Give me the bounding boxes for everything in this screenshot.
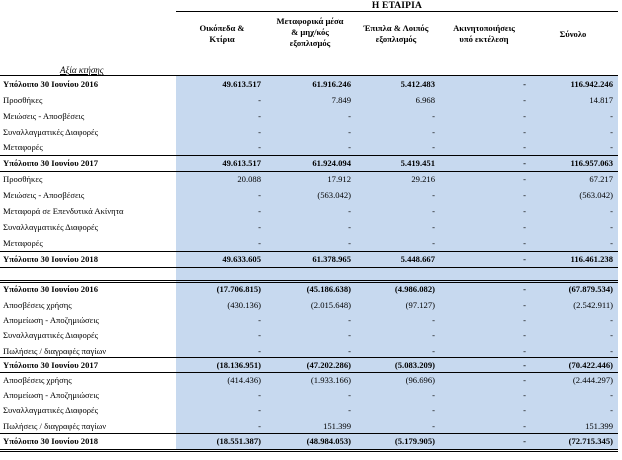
value-cell: -	[523, 375, 526, 385]
value-cell: -	[348, 405, 351, 415]
row-label: Υπόλοιπο 30 Ιουνίου 2016	[3, 79, 98, 89]
movement-row	[0, 313, 622, 328]
row-label: Συναλλαγματικές Διαφορές	[3, 222, 99, 232]
value-cell: -	[348, 222, 351, 232]
value-cell: 20.088	[237, 174, 261, 184]
column-header-line: Μεταφορικά μέσα	[276, 16, 344, 26]
column-header-line: Οικόπεδα &	[199, 23, 245, 33]
movement-row	[0, 419, 622, 434]
movement-row	[0, 188, 622, 203]
row-label: Πωλήσεις / διαγραφές παγίων	[3, 346, 107, 356]
value-cell: -	[348, 238, 351, 248]
movement-row	[0, 172, 622, 187]
row-label: Μεταφορές	[3, 142, 43, 152]
row-label: Προσθήκες	[3, 95, 43, 105]
value-cell: -	[348, 390, 351, 400]
row-label: Μειώσεις - Αποσβέσεις	[3, 111, 85, 121]
value-cell: -	[432, 330, 435, 340]
column-header-total	[530, 29, 616, 40]
value-cell: 61.378.965	[312, 254, 351, 264]
value-cell: -	[610, 315, 613, 325]
movement-row	[0, 204, 622, 219]
value-cell: -	[348, 346, 351, 356]
movement-row	[0, 403, 622, 418]
rule	[0, 267, 618, 268]
value-cell: (48.984.053)	[306, 436, 351, 446]
value-cell: -	[523, 436, 526, 446]
value-cell: 49.633.605	[222, 254, 261, 264]
column-header-line: Έπιπλα & Λοιπός	[363, 23, 429, 33]
row-label: Αποσβέσεις χρήσης	[3, 300, 72, 310]
value-cell: -	[432, 190, 435, 200]
movement-row	[0, 125, 622, 140]
value-cell: -	[610, 390, 613, 400]
value-cell: 61.916.246	[312, 79, 351, 89]
value-cell: -	[432, 421, 435, 431]
value-cell: -	[348, 330, 351, 340]
value-cell: -	[523, 111, 526, 121]
row-label: Απομείωση - Αποζημιώσεις	[3, 315, 99, 325]
value-cell: 7.849	[331, 95, 351, 105]
double-rule	[0, 449, 618, 452]
value-cell: -	[258, 238, 261, 248]
column-header-line: Ακινητοποιήσεις	[453, 23, 515, 33]
value-cell: -	[610, 405, 613, 415]
value-cell: 151.399	[585, 421, 613, 431]
movement-row	[0, 220, 622, 235]
value-cell: -	[348, 111, 351, 121]
value-cell: (97.127)	[405, 300, 435, 310]
movement-row	[0, 328, 622, 343]
value-cell: (4.986.082)	[394, 284, 435, 294]
value-cell: 67.217	[589, 174, 613, 184]
value-cell: -	[348, 206, 351, 216]
value-cell: -	[523, 346, 526, 356]
value-cell: -	[610, 238, 613, 248]
value-cell: (70.422.446)	[568, 360, 613, 370]
value-cell: (67.879.534)	[568, 284, 613, 294]
value-cell: -	[258, 330, 261, 340]
value-cell: -	[258, 127, 261, 137]
value-cell: -	[610, 222, 613, 232]
balance-row	[0, 252, 622, 267]
value-cell: (18.136.951)	[216, 360, 261, 370]
value-cell: -	[432, 206, 435, 216]
value-cell: 116.942.246	[570, 79, 613, 89]
value-cell: 29.216	[411, 174, 435, 184]
value-cell: (2.015.648)	[310, 300, 351, 310]
value-cell: -	[348, 142, 351, 152]
value-cell: 5.412.483	[400, 79, 435, 89]
value-cell: -	[523, 127, 526, 137]
row-label: Υπόλοιπο 30 Ιουνίου 2017	[3, 360, 98, 370]
value-cell: -	[523, 142, 526, 152]
column-header-assets-under-construction	[438, 23, 530, 45]
value-cell: 5.419.451	[400, 158, 435, 168]
movement-row	[0, 344, 622, 359]
column-header-land-buildings	[184, 23, 260, 45]
value-cell: 116.461.238	[570, 254, 613, 264]
value-cell: 17.912	[327, 174, 351, 184]
value-cell: 5.448.667	[400, 254, 435, 264]
value-cell: (1.933.166)	[310, 375, 351, 385]
value-cell: -	[432, 142, 435, 152]
balance-row	[0, 156, 622, 171]
column-header-line: εξοπλισμός	[289, 38, 331, 48]
value-cell: (563.042)	[317, 190, 351, 200]
value-cell: (45.186.638)	[306, 284, 351, 294]
value-cell: -	[348, 315, 351, 325]
value-cell: -	[523, 421, 526, 431]
value-cell: (17.706.815)	[216, 284, 261, 294]
value-cell: -	[258, 346, 261, 356]
value-cell: (5.083.209)	[394, 360, 435, 370]
value-cell: -	[523, 315, 526, 325]
row-label: Υπόλοιπο 30 Ιουνίου 2017	[3, 158, 98, 168]
row-label: Πωλήσεις / διαγραφές παγίων	[3, 421, 107, 431]
value-cell: -	[258, 315, 261, 325]
column-header-line: Σύνολο	[559, 29, 587, 39]
row-label: Μεταφορά σε Επενδυτικά Ακίνητα	[3, 206, 124, 216]
value-cell: -	[523, 390, 526, 400]
value-cell: (47.202.286)	[306, 360, 351, 370]
column-header-furniture-equipment	[354, 23, 438, 45]
value-cell: -	[523, 238, 526, 248]
movement-row	[0, 298, 622, 313]
value-cell: -	[523, 284, 526, 294]
section-label-acquisition-cost: Αξία κτήσης	[60, 65, 104, 75]
balance-row	[0, 358, 622, 373]
column-header-line: Κτίρια	[209, 34, 235, 44]
value-cell: -	[258, 111, 261, 121]
movement-row	[0, 109, 622, 124]
value-cell: -	[432, 390, 435, 400]
value-cell: (563.042)	[579, 190, 613, 200]
value-cell: -	[258, 206, 261, 216]
value-cell: -	[432, 111, 435, 121]
value-cell: -	[258, 142, 261, 152]
value-cell: -	[610, 111, 613, 121]
value-cell: (2.542.911)	[573, 300, 613, 310]
value-cell: -	[258, 405, 261, 415]
row-label: Υπόλοιπο 30 Ιουνίου 2018	[3, 254, 98, 264]
balance-row	[0, 282, 622, 297]
value-cell: -	[348, 127, 351, 137]
row-label: Συναλλαγματικές Διαφορές	[3, 330, 99, 340]
value-cell: 61.924.094	[312, 158, 351, 168]
value-cell: (96.696)	[405, 375, 435, 385]
value-cell: -	[523, 222, 526, 232]
row-label: Αποσβέσεις χρήσης	[3, 375, 72, 385]
value-cell: -	[523, 330, 526, 340]
value-cell: 116.957.063	[570, 158, 613, 168]
rule	[0, 75, 618, 76]
value-cell: (18.551.387)	[216, 436, 261, 446]
row-label: Προσθήκες	[3, 174, 43, 184]
balance-row	[0, 434, 622, 449]
value-cell: 6.968	[415, 95, 435, 105]
value-cell: -	[523, 206, 526, 216]
company-underline	[176, 11, 618, 12]
value-cell: 49.613.517	[222, 158, 261, 168]
balance-row	[0, 77, 622, 92]
value-cell: -	[523, 95, 526, 105]
value-cell: (72.715.345)	[568, 436, 613, 446]
row-label: Υπόλοιπο 30 Ιουνίου 2018	[3, 436, 98, 446]
value-cell: -	[432, 127, 435, 137]
value-cell: -	[258, 222, 261, 232]
value-cell: (414.436)	[227, 375, 261, 385]
company-title: Η ΕΤΑΙΡΙΑ	[371, 1, 423, 11]
value-cell: 151.399	[323, 421, 351, 431]
value-cell: (2.444.297)	[572, 375, 613, 385]
value-cell: 49.613.517	[222, 79, 261, 89]
value-cell: 14.817	[589, 95, 613, 105]
value-cell: (5.179.905)	[394, 436, 435, 446]
column-header-line: & μηχ/κός	[291, 27, 329, 37]
value-cell: -	[523, 174, 526, 184]
value-cell: -	[610, 346, 613, 356]
value-cell: -	[523, 300, 526, 310]
value-cell: -	[523, 360, 526, 370]
value-cell: -	[523, 79, 526, 89]
row-label: Συναλλαγματικές Διαφορές	[3, 127, 99, 137]
row-label: Απομείωση - Αποζημιώσεις	[3, 390, 99, 400]
movement-row	[0, 388, 622, 403]
column-header-vehicles-machinery	[262, 16, 358, 49]
value-cell: -	[258, 421, 261, 431]
row-label: Υπόλοιπο 30 Ιουνίου 2016	[3, 284, 98, 294]
value-cell: -	[432, 222, 435, 232]
value-cell: -	[258, 390, 261, 400]
movement-row	[0, 93, 622, 108]
value-cell: -	[258, 95, 261, 105]
value-cell: -	[523, 158, 526, 168]
value-cell: -	[432, 315, 435, 325]
value-cell: -	[610, 330, 613, 340]
row-label: Μεταφορές	[3, 238, 43, 248]
value-cell: (430.136)	[227, 300, 261, 310]
movement-row	[0, 373, 622, 388]
value-cell: -	[610, 127, 613, 137]
value-cell: -	[523, 254, 526, 264]
value-cell: -	[432, 346, 435, 356]
column-header-line: υπό εκτέλεση	[459, 34, 509, 44]
value-cell: -	[258, 190, 261, 200]
value-cell: -	[523, 190, 526, 200]
movement-row	[0, 140, 622, 155]
column-header-line: εξοπλισμός	[375, 34, 417, 44]
row-label: Συναλλαγματικές Διαφορές	[3, 405, 99, 415]
value-cell: -	[432, 238, 435, 248]
value-cell: -	[610, 206, 613, 216]
value-cell: -	[432, 405, 435, 415]
value-cell: -	[523, 405, 526, 415]
row-label: Μειώσεις - Αποσβέσεις	[3, 190, 85, 200]
movement-row	[0, 236, 622, 251]
value-cell: -	[610, 142, 613, 152]
